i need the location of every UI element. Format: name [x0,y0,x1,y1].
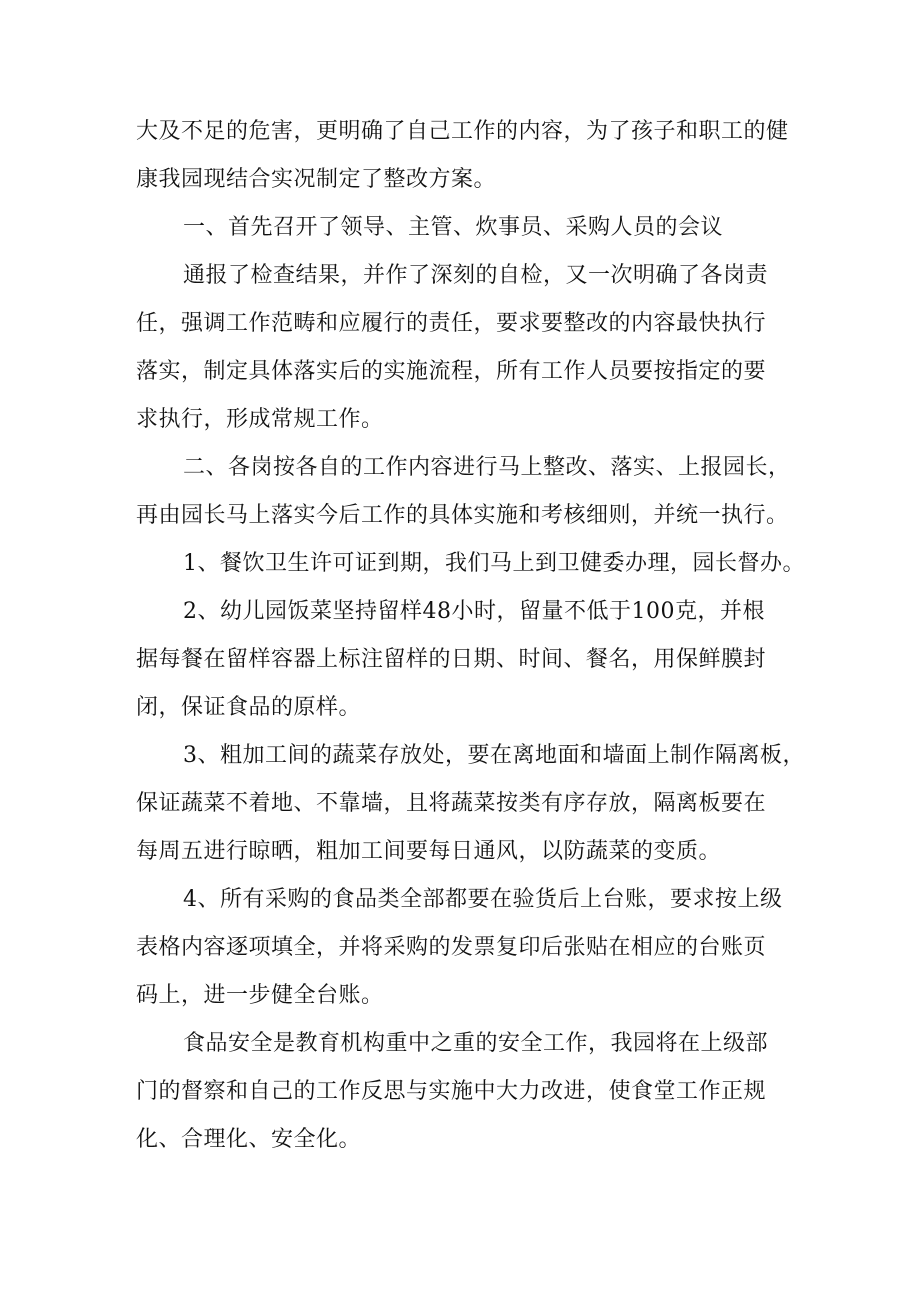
text-line: 通报了检查结果，并作了深刻的自检，又一次明确了各岗责 [183,263,769,288]
text-line: 码上，进一步健全台账。 [136,983,384,1008]
text-line: 闭，保证食品的原样。 [136,695,362,720]
text-line: 再由园长马上落实今后工作的具体实施和考核细则，并统一执行。 [136,503,789,528]
text-line: 求执行，形成常规工作。 [136,407,384,432]
text-line: 康我园现结合实况制定了整改方案。 [136,167,497,192]
text-line: 任，强调工作范畴和应履行的责任，要求要整改的内容最快执行 [136,311,767,336]
list-item: 4、所有采购的食品类全部都要在验货后上台账，要求按上级 [183,887,783,912]
text-line: 落实，制定具体落实后的实施流程，所有工作人员要按指定的要 [136,359,767,384]
text-line: 每周五进行晾晒，粗加工间要每日通风，以防蔬菜的变质。 [136,839,722,864]
text-line: 化、合理化、安全化。 [136,1127,362,1152]
text-line: 大及不足的危害，更明确了自己工作的内容，为了孩子和职工的健 [136,119,789,144]
text-line: 门的督察和自己的工作反思与实施中大力改进，使食堂工作正规 [136,1079,767,1104]
text-line: 表格内容逐项填全，并将采购的发票复印后张贴在相应的台账页 [136,935,767,960]
section-heading: 一、首先召开了领导、主管、炊事员、采购人员的会议 [183,215,724,240]
list-item: 3、粗加工间的蔬菜存放处，要在离地面和墙面上制作隔离板， [183,743,805,768]
conclusion-line: 食品安全是教育机构重中之重的安全工作，我园将在上级部 [183,1031,769,1056]
text-line: 保证蔬菜不着地、不靠墙，且将蔬菜按类有序存放，隔离板要在 [136,791,767,816]
list-item: 2、幼儿园饭菜坚持留样48小时，留量不低于100克，并根 [183,599,765,624]
section-heading: 二、各岗按各自的工作内容进行马上整改、落实、上报园长， [183,455,791,480]
list-item: 1、餐饮卫生许可证到期，我们马上到卫健委办理，园长督办。 [183,551,805,576]
text-line: 据每餐在留样容器上标注留样的日期、时间、餐名，用保鲜膜封 [136,647,767,672]
